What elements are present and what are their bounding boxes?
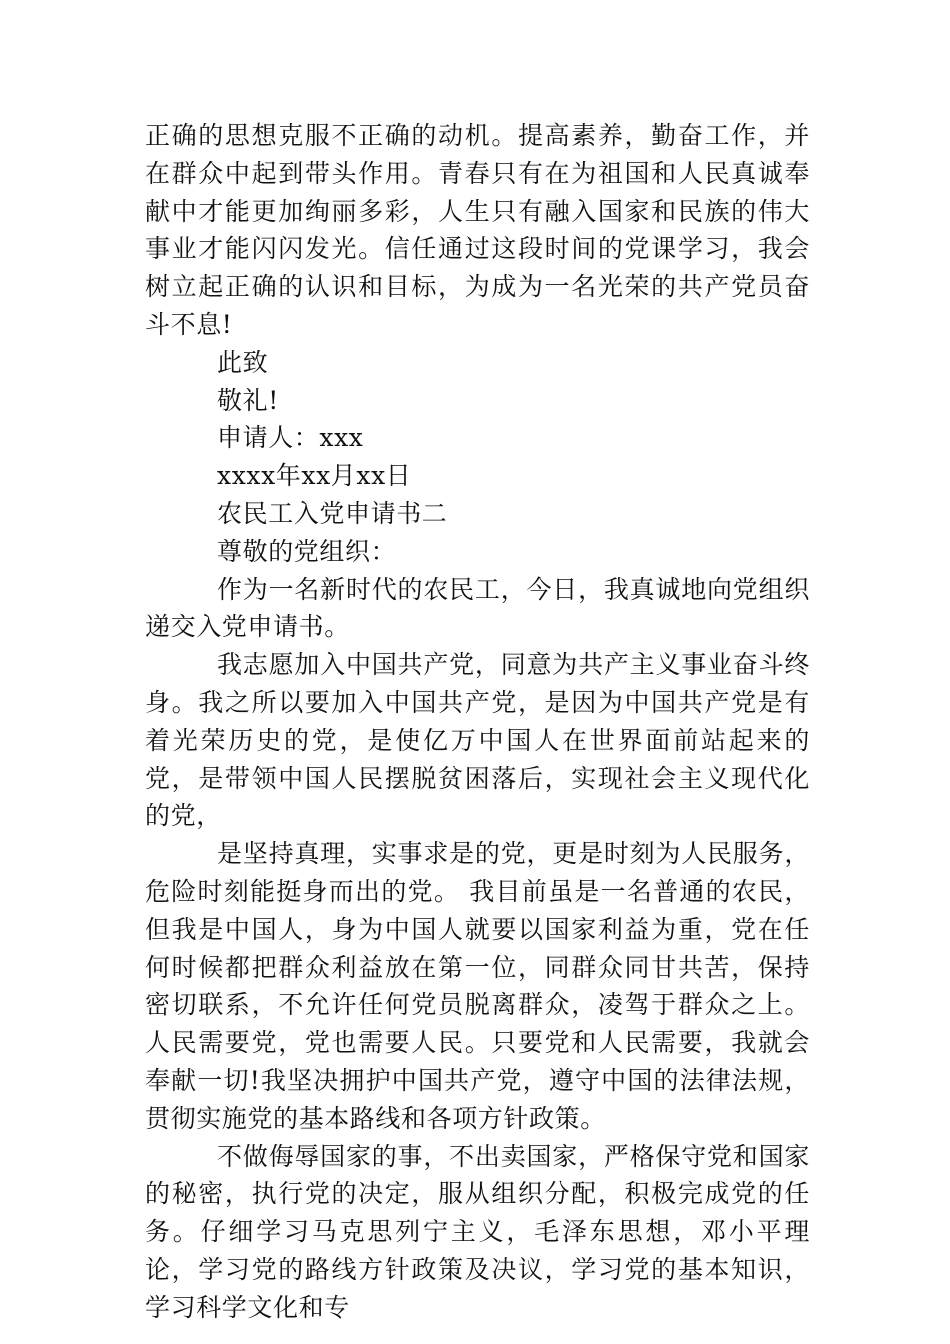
applicant-line: 申请人：xxx — [217, 423, 364, 453]
date-line: xxxx年xx月xx日 — [217, 461, 412, 491]
greeting-line: 尊敬的党组织： — [217, 536, 397, 566]
paragraph-reasons: 是坚持真理，实事求是的党，更是时刻为人民服务，危险时刻能挺身而出的党。 我目前虽是一名普通的农民，但我是中国人，身为中国人就要以国家利益为重，党在任何时候都把群众利益放在第一位，同群众同甘共苦，保持密切联系，不允许任何党员脱离群众，凌驾于群众之上。人民需要党，党也需要人民。只要党和人民需要，我就会奉献一切!我坚决拥护中国共产党，遵守中国的法律法规，贯彻实施党的基本路线和各项方针政策。 — [145, 839, 810, 1133]
paragraph-aspiration: 我志愿加入中国共产党，同意为共产主义事业奋斗终身。我之所以要加入中国共产党，是因为中国共产党是有着光荣历史的党，是使亿万中国人在世界面前站起来的党，是带领中国人民摆脱贫困落后，实现社会主义现代化的党， — [145, 650, 810, 831]
paragraph-continuation: 正确的思想克服不正确的动机。提高素养，勤奋工作，并在群众中起到带头作用。青春只有在为祖国和人民真诚奉献中才能更加绚丽多彩，人生只有融入国家和民族的伟大事业才能闪闪发光。信任通过这段时间的党课学习，我会树立起正确的认识和目标，为成为一名光荣的共产党员奋斗不息! — [145, 121, 810, 339]
document-body — [145, 117, 810, 1327]
section-title: 农民工入党申请书二 — [217, 498, 448, 528]
closing-respect: 敬礼! — [217, 385, 279, 415]
paragraph-commitments: 不做侮辱国家的事，不出卖国家，严格保守党和国家的秘密，执行党的决定，服从组织分配，积极完成党的任务。仔细学习马克思列宁主义，毛泽东思想，邓小平理论，学习党的路线方针政策及决议，学习党的基本知识，学习科学文化和专 — [145, 1141, 810, 1322]
closing-salutation: 此致 — [217, 347, 269, 377]
paragraph-intro: 作为一名新时代的农民工，今日，我真诚地向党组织递交入党申请书。 — [145, 574, 810, 642]
